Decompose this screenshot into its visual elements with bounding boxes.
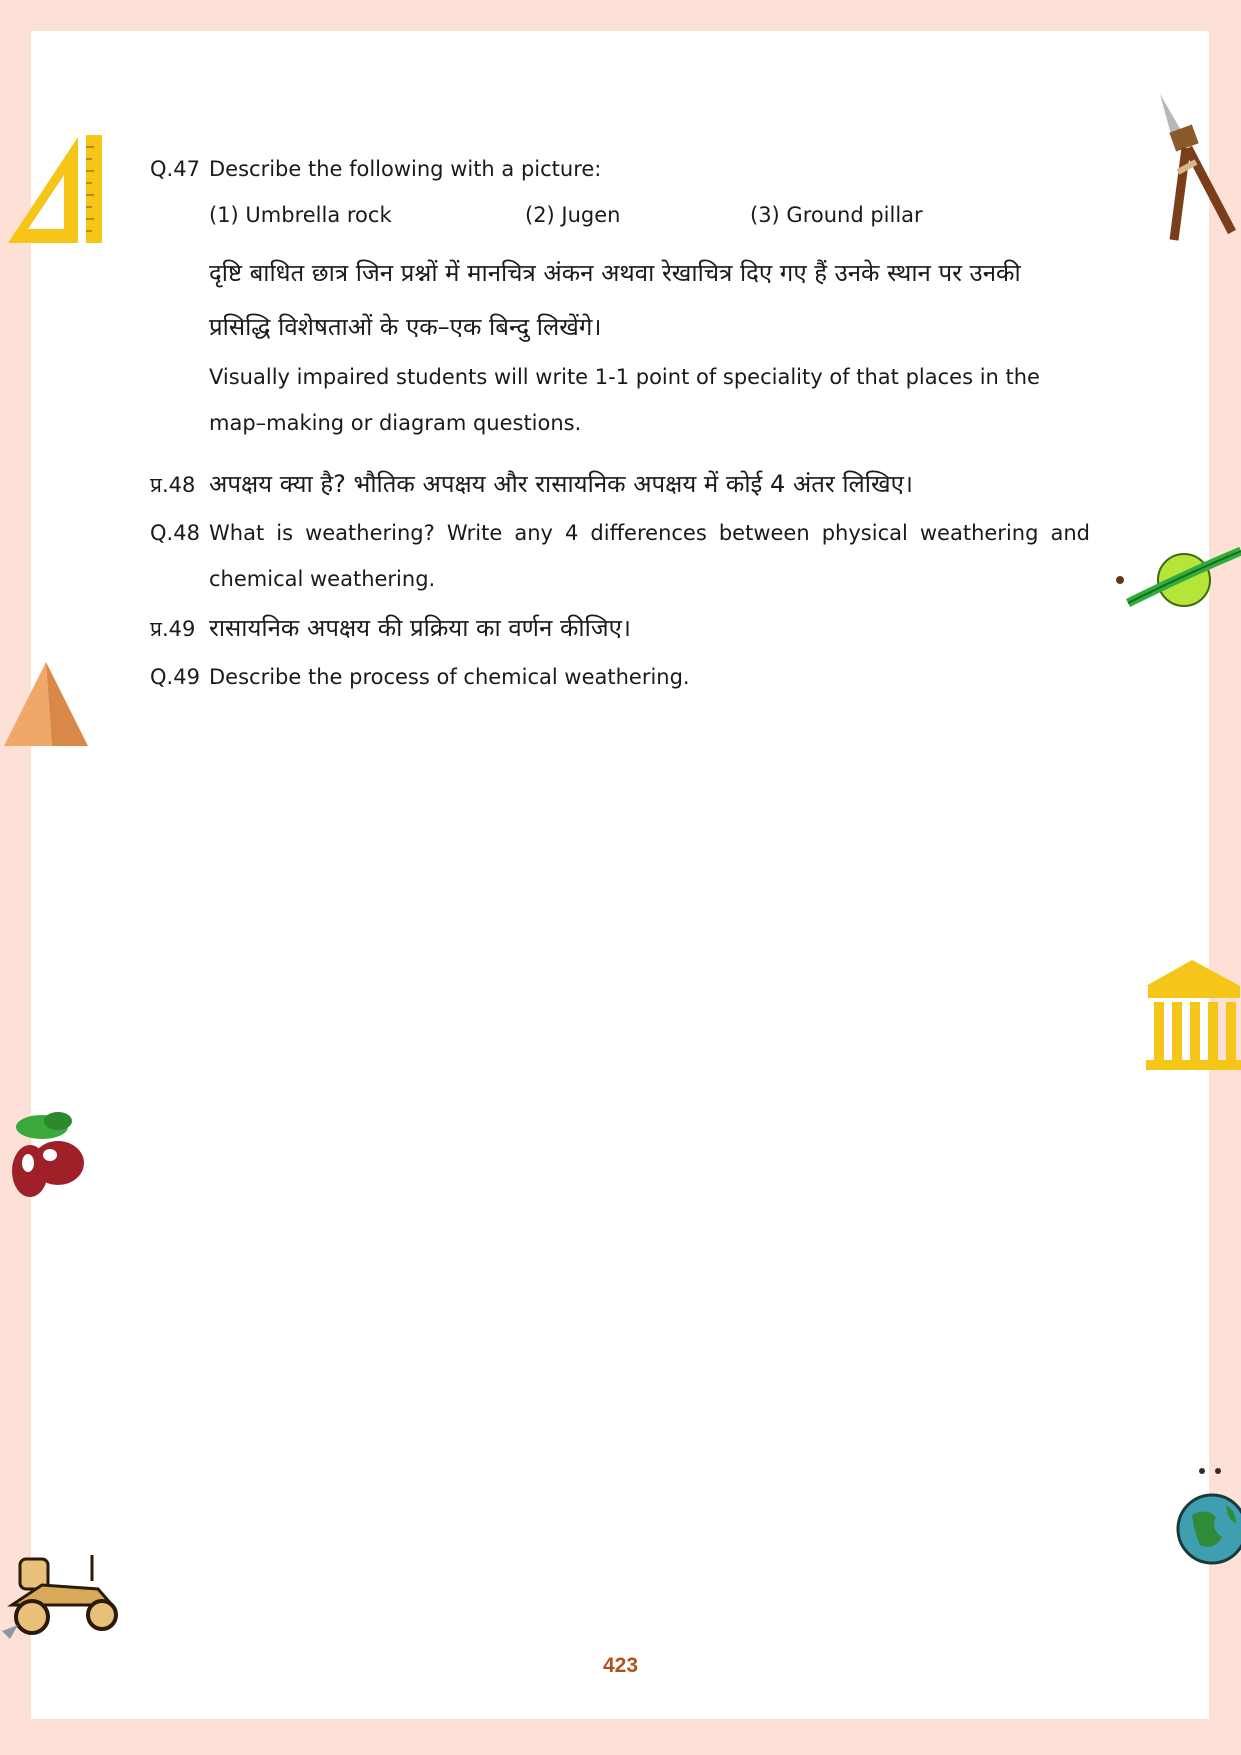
greek-temple-icon [1144, 958, 1241, 1072]
question-text-continued: chemical weathering. [209, 567, 436, 591]
question-text: रासायनिक अपक्षय की प्रक्रिया का वर्णन कीजिए। [209, 614, 632, 642]
option-item: (2) Jugen [525, 203, 621, 227]
question-text: Describe the process of chemical weathering. [209, 665, 690, 689]
compass-tool-icon [1152, 92, 1241, 244]
note-english: Visually impaired students will write 1-1 point of speciality of that places in the map–making or diagram questions. [209, 365, 1040, 435]
question-49 [150, 654, 1090, 700]
option-item: (3) Ground pillar [750, 203, 923, 227]
question-48 [150, 510, 1090, 556]
cherries-icon [6, 1105, 88, 1205]
option-item: (1) Umbrella rock [209, 203, 392, 227]
question-number: Q.49 [150, 665, 200, 689]
question-text: What is weathering? Write any 4 differences between physical weathering and [209, 521, 1090, 545]
question-number: Q.48 [150, 521, 200, 545]
globe-icon [1170, 1465, 1241, 1570]
note-hindi: दृष्टि बाधित छात्र जिन प्रश्नों में मानचित्र अंकन अथवा रेखाचित्र दिए गए हैं उनके स्थान पर उनकी प्रसिद्धि विशेषताओं के एक–एक बिन्दु लिखेंगे। [209, 259, 1021, 341]
question-number: प्र.49 [150, 617, 196, 641]
planet-icon [1114, 545, 1241, 615]
question-number: प्र.48 [150, 473, 196, 497]
question-text: Describe the following with a picture: [209, 157, 602, 181]
question-p49 [150, 602, 1090, 654]
question-p48 [150, 458, 1090, 510]
options-list [209, 192, 1090, 238]
page-number: 423 [602, 1654, 639, 1677]
question-text: अपक्षय क्या है? भौतिक अपक्षय और रासायनिक अपक्षय में कोई 4 अंतर लिखिए। [209, 470, 914, 498]
pyramid-icon [2, 660, 90, 748]
question-number: Q.47 [150, 157, 200, 181]
vintage-car-icon [2, 1545, 128, 1639]
question-47 [150, 146, 1090, 192]
question-content [150, 146, 1090, 700]
visually-impaired-note [209, 246, 1090, 446]
ruler-triangle-icon [6, 133, 104, 245]
